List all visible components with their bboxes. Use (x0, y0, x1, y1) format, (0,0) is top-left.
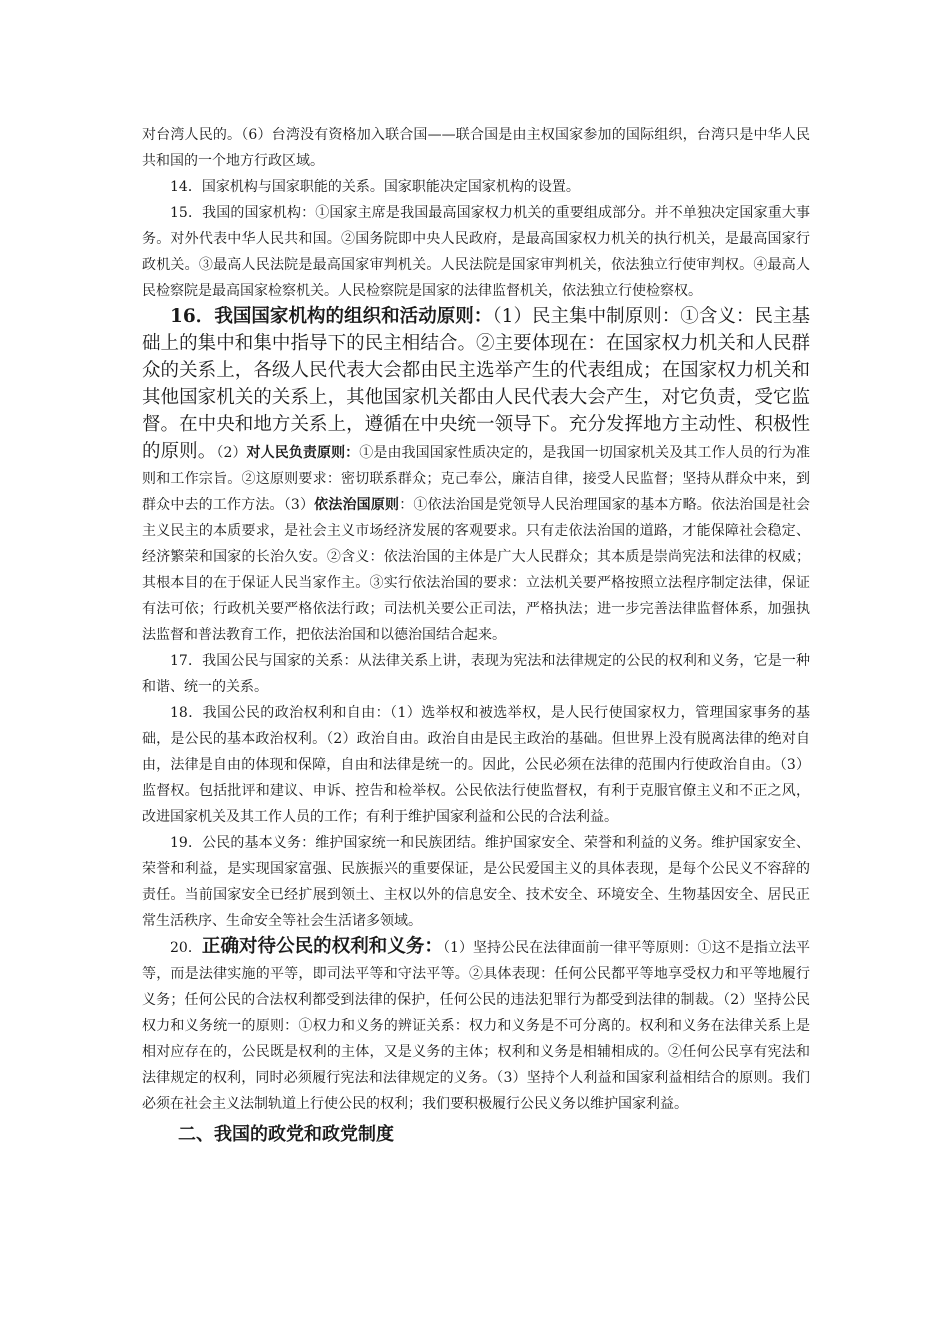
paragraph-16 (142, 304, 810, 648)
p16-s1-text: ①含义：民主基础上的集中和集中指导下的民主相结合。②主要体现在：在国家权力机关和人民群众的关系上，各级人民代表大会都由民主选举产生的代表组成；在国家权力机关和其他国家机关的关系上，其他国家机关都由人民代表大会产生，对它负责，受它监督。在中央和地方关系上，遵循在中央统一领导下。充分发挥地方主动性、积极性的原则。 (142, 306, 810, 462)
p16-s3-label: 依法治国原则 (314, 497, 400, 513)
p20-num: 20． (170, 940, 202, 956)
paragraph-20 (142, 934, 810, 1117)
p16-s1-label: （1）民主集中制原则： (492, 306, 681, 327)
paragraph-19: 19．公民的基本义务：维护国家统一和民族团结。维护国家安全、荣誉和利益的义务。维护国家安全、荣誉和利益，是实现国家富强、民族振兴的重要保证，是公民爱国主义的具体表现，是每个公民义不容辞的责任。当前国家安全已经扩展到领土、主权以外的信息安全、技术安全、环境安全、生物基因安全、居民正常生活秩序、生命安全等社会生活诸多领域。 (142, 835, 810, 929)
paragraph-continued: 对台湾人民的。（6）台湾没有资格加入联合国——联合国是由主权国家参加的国际组织，台湾只是中华人民共和国的一个地方行政区域。 (142, 127, 810, 169)
p16-s2-num: （2） (216, 445, 247, 461)
paragraph-14: 14．国家机构与国家职能的关系。国家职能决定国家机构的设置。 (170, 179, 580, 195)
p16-s3-num: （3） (283, 497, 315, 513)
document-page (142, 122, 810, 1149)
paragraph-18: 18．我国公民的政治权利和自由：（1）选举权和被选举权，是人民行使国家权力，管理国家事务的基础，是公民的基本政治权利。（2）政治自由。政治自由是民主政治的基础。但世界上没有脱离法律的绝对自由，法律是自由的体现和保障，自由和法律是统一的。因此，公民必须在法律的范围内行使政治自由。（3）监督权。包括批评和建议、申诉、控告和检举权。公民依法行使监督权，有利于克服官僚主义和不正之风，改进国家机关及其工作人员的工作；有利于维护国家利益和公民的合法利益。 (142, 705, 810, 825)
paragraph-17: 17．我国公民与国家的关系：从法律关系上讲，表现为宪法和法律规定的公民的权利和义务，它是一种和谐、统一的关系。 (142, 653, 810, 695)
p16-title: 16．我国国家机构的组织和活动原则： (170, 306, 493, 327)
p20-text: （1）坚持公民在法律面前一律平等原则：①这不是指立法平等，而是法律实施的平等，即司法平等和守法平等。②具体表现：任何公民都平等地享受权力和平等地履行义务；任何公民的合法权利都受到法律的保护，任何公民的违法犯罪行为都受到法律的制裁。（2）坚持公民权力和义务统一的原则：①权力和义务的辨证关系：权力和义务是不可分离的。权利和义务在法律关系上是相对应存在的，公民既是权利的主体，又是义务的主体；权利和义务是相辅相成的。②任何公民享有宪法和法律规定的权利，同时必须履行宪法和法律规定的义务。（3）坚持个人利益和国家利益相结合的原则。我们必须在社会主义法制轨道上行使公民的权利；我们要积极履行公民义务以维护国家利益。 (142, 940, 810, 1112)
p16-s3-text: ：①依法治国是党领导人民治理国家的基本方略。依法治国是社会主义民主的本质要求，是社会主义市场经济发展的客观要求。只有走依法治国的道路，才能保障社会稳定、经济繁荣和国家的长治久安。②含义：依法治国的主体是广大人民群众；其本质是崇尚宪法和法律的权威；其根本目的在于保证人民当家作主。③实行依法治国的要求：立法机关要严格按照立法程序制定法律，保证有法可依；行政机关要严格依法行政；司法机关要公正司法，严格执法；进一步完善法律监督体系，加强执法监督和普法教育工作，把依法治国和以德治国结合起来。 (142, 497, 810, 643)
p16-s2-text: ①是由我国国家性质决定的，是我国一切国家机关及其工作人员的行为准则和工作宗旨。②这原则要求：密切联系群众；克己奉公，廉洁自律，接受人民监督；坚持从群众中来，到群众中去的工作方法。 (142, 445, 811, 513)
p16-s2-label: 对人民负责原则： (246, 445, 360, 461)
paragraph-15: 15．我国的国家机构：①国家主席是我国最高国家权力机关的重要组成部分。并不单独决定国家重大事务。对外代表中华人民共和国。②国务院即中央人民政府，是最高国家权力机关的执行机关，是最高国家行政机关。③最高人民法院是最高国家审判机关。人民法院是国家审判机关，依法独立行使审判权。④最高人民检察院是最高国家检察机关。人民检察院是国家的法律监督机关，依法独立行使检察权。 (142, 205, 810, 299)
p20-title: 正确对待公民的权利和义务： (201, 936, 443, 957)
section-heading: 二、我国的政党和政党制度 (178, 1124, 394, 1145)
